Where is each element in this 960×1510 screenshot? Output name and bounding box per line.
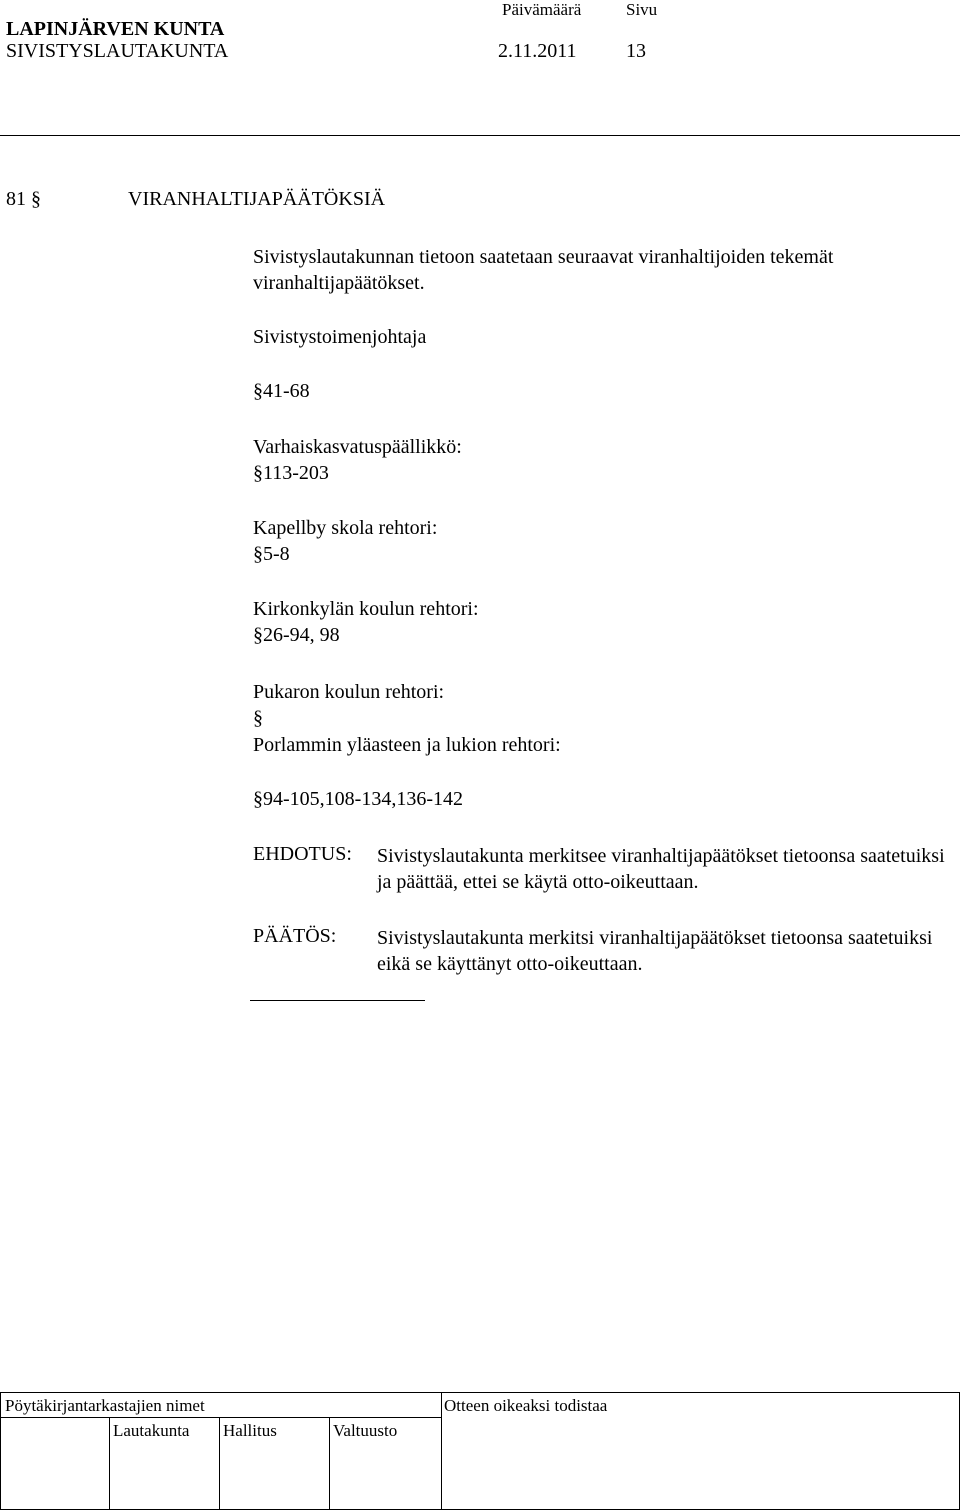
decision-label: Varhaiskasvatuspäällikkö: — [253, 436, 462, 458]
decision-ref: §113-203 — [253, 462, 329, 484]
footer-cell-hallitus: Hallitus — [223, 1421, 277, 1440]
footer-cell-lautakunta: Lautakunta — [113, 1421, 190, 1440]
decision-ref: §26-94, 98 — [253, 624, 340, 646]
decision-ref: §5-8 — [253, 543, 290, 565]
decision-label: Pukaron koulun rehtori: — [253, 681, 445, 703]
footer-cell-divider — [219, 1417, 220, 1509]
footer-signature-table — [0, 1392, 960, 1510]
organization-name: LAPINJÄRVEN KUNTA — [6, 18, 225, 40]
date-value: 2.11.2011 — [498, 40, 577, 62]
decision-label: Kirkonkylän koulun rehtori: — [253, 598, 479, 620]
item-title: VIRANHALTIJAPÄÄTÖKSIÄ — [128, 188, 386, 210]
footer-divider-left — [1, 1417, 441, 1418]
decision-ref: §94-105,108-134,136-142 — [253, 788, 463, 810]
date-label: Päivämäärä — [502, 0, 582, 19]
decision-text: Sivistyslautakunta merkitsi viranhaltijapäätökset tietoonsa saatetuiksi eikä se käyttänyt otto-oikeuttaan. — [377, 927, 933, 975]
item-number — [6, 188, 41, 211]
footer-cell-divider — [329, 1417, 330, 1509]
checkers-label: Pöytäkirjantarkastajien nimet — [5, 1396, 205, 1415]
decision-ref: § — [253, 707, 263, 729]
decision-label: Kapellby skola rehtori: — [253, 517, 438, 539]
decision-label-final: PÄÄTÖS: — [253, 925, 337, 947]
proposal-text: Sivistyslautakunta merkitsee viranhaltijapäätökset tietoonsa saatetuiksi ja päättää, ettei se käytä otto-oikeuttaan. — [377, 845, 945, 893]
footer-cell-divider — [109, 1417, 110, 1509]
end-rule — [250, 1000, 425, 1001]
proposal-label: EHDOTUS: — [253, 843, 352, 865]
intro-paragraph: Sivistyslautakunnan tietoon saatetaan seuraavat viranhaltijoiden tekemät viranhaltijapäätökset. — [253, 246, 834, 294]
footer-column-divider — [441, 1393, 442, 1509]
item-number-value: 81 — [6, 188, 26, 210]
header-divider — [0, 135, 960, 136]
board-name: SIVISTYSLAUTAKUNTA — [6, 40, 229, 62]
decision-ref: §41-68 — [253, 380, 310, 402]
decision-label: Porlammin yläasteen ja lukion rehtori: — [253, 734, 561, 756]
page-label: Sivu — [626, 0, 658, 19]
section-sign: § — [31, 188, 41, 210]
copy-certification-label: Otteen oikeaksi todistaa — [444, 1396, 608, 1415]
footer-cell-valtuusto: Valtuusto — [333, 1421, 398, 1440]
page-value: 13 — [626, 40, 646, 62]
decision-label: Sivistystoimenjohtaja — [253, 326, 427, 348]
